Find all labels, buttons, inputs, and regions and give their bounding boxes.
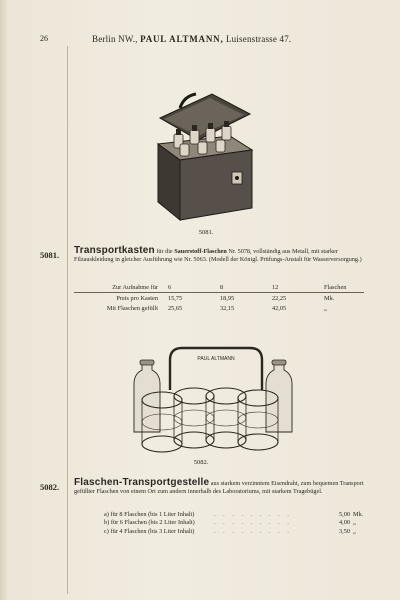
list-item-unit: Mk. bbox=[353, 511, 364, 518]
table-label: Mit Flaschen gefüllt bbox=[106, 304, 158, 312]
header-line bbox=[92, 34, 291, 44]
table-unit: Mk. bbox=[324, 294, 335, 302]
list-item bbox=[104, 519, 369, 527]
figure-caption-5081: 5081. bbox=[198, 229, 214, 236]
price-list-5082 bbox=[104, 511, 369, 536]
table-unit: Flaschen bbox=[320, 282, 364, 293]
table-cell: 25,65 bbox=[168, 304, 183, 312]
list-item-unit: „ bbox=[353, 519, 356, 527]
item-ref-5081: Sauerstoff-Flaschen bbox=[174, 248, 227, 255]
table-cell: 8 bbox=[216, 282, 268, 293]
list-item bbox=[104, 511, 369, 519]
table-cell: 12 bbox=[268, 282, 320, 293]
header-address: Luisenstrasse 47. bbox=[225, 34, 292, 44]
transport-case-illustration bbox=[150, 88, 260, 226]
bottle-rack-illustration bbox=[126, 340, 306, 458]
leader-dots: . . . . . . . . . bbox=[214, 527, 292, 535]
item-text-5082: aus starkem verzinntem Eisendraht, zum bequemen Transport gefüllter Flaschen von einem Ort zum andern innerhalb des Laboratoriums, mit starkem Tragebügel. bbox=[74, 480, 364, 496]
table-cell: 15,75 bbox=[168, 294, 183, 302]
item-text-5081-a: für die bbox=[154, 248, 175, 255]
item-number-5081: 5081. bbox=[40, 250, 60, 260]
header-location: Berlin NW., bbox=[92, 34, 138, 44]
table-cell: 32,15 bbox=[220, 304, 235, 312]
leader-dots: . . . . . . . . . bbox=[214, 519, 292, 527]
list-item-price: 4,00 bbox=[338, 519, 350, 527]
rack-label: PAUL ALTMANN bbox=[197, 356, 235, 362]
item-number-5082: 5082. bbox=[40, 482, 60, 492]
page-number: 26 bbox=[40, 34, 48, 43]
item-description-5081 bbox=[74, 247, 374, 264]
list-item-desc: c) für 4 Flaschen (bis 3 Liter Inhalt) bbox=[104, 527, 195, 535]
leader-dots: . . . . . . . . . bbox=[214, 511, 292, 518]
table-cell: 18,95 bbox=[220, 294, 235, 302]
list-item-desc: a) für 8 Flaschen (bis 1 Liter Inhalt) bbox=[104, 511, 195, 518]
table-label: Preis pro Kasten bbox=[116, 294, 158, 302]
table-row bbox=[74, 282, 364, 293]
table-label: Zur Aufnahme für bbox=[74, 282, 164, 293]
list-item bbox=[104, 528, 369, 536]
table-cell: 6 bbox=[164, 282, 216, 293]
table-cell: 42,05 bbox=[272, 304, 287, 312]
item-description-5082 bbox=[74, 479, 374, 496]
list-item-price: 3,50 bbox=[338, 527, 350, 535]
list-item-desc: b) für 6 Flaschen (bis 2 Liter Inhalt) bbox=[104, 519, 195, 527]
item-title-5081: Transportkasten bbox=[74, 245, 155, 256]
list-item-unit: „ bbox=[353, 527, 356, 535]
figure-caption-5082: 5082. bbox=[193, 459, 209, 466]
page-header bbox=[0, 34, 400, 46]
spec-table-5081 bbox=[74, 282, 364, 313]
table-row bbox=[74, 303, 364, 313]
table-row bbox=[74, 293, 364, 304]
item-text-5081-b: Nr. 5078, vollständig aus Metall, mit starker Filzauskleidung in gleicher Ausführung wie Nr. 5063. (Modell der Königl. Prüfungs-Anstalt für Wasserversorgung.) bbox=[74, 248, 362, 264]
margin-rule bbox=[67, 46, 68, 594]
table-cell: 22,25 bbox=[272, 294, 287, 302]
item-title-5082: Flaschen-Transportgestelle bbox=[74, 477, 210, 488]
table-unit: „ bbox=[324, 304, 327, 312]
list-item-price: 5,00 bbox=[338, 511, 350, 518]
header-company: PAUL ALTMANN, bbox=[140, 34, 224, 44]
